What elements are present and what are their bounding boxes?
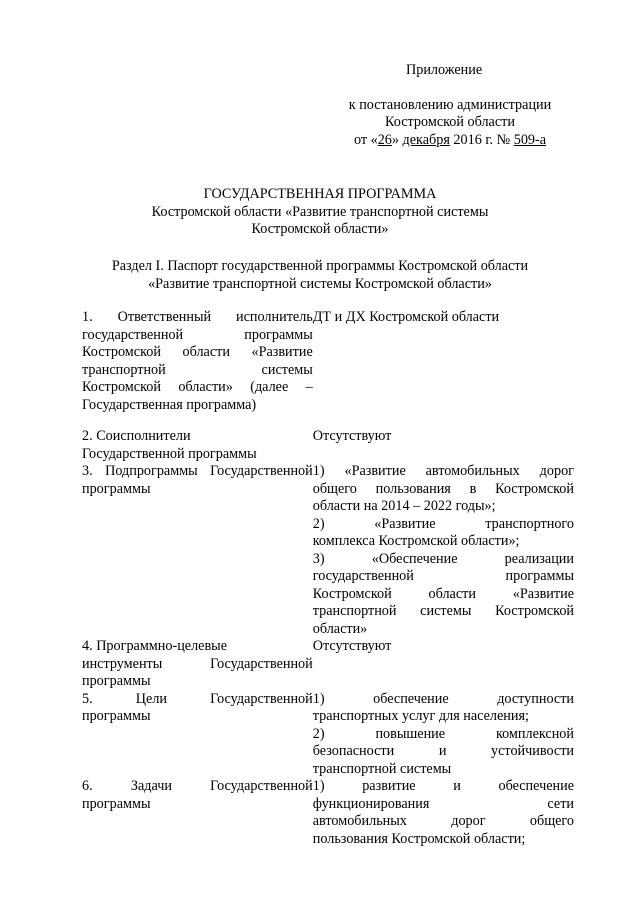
- decree-number: 509-а: [513, 131, 547, 148]
- region-name: Костромской области: [385, 114, 515, 130]
- section-heading: [80, 258, 560, 293]
- passport-row-2: [82, 428, 574, 463]
- row-label: 6. Задачи Государственной программы: [82, 778, 313, 812]
- row-label: 1. Ответственный исполнитель государственной программы Костромской области «Развитие транспортной системы Костромской области» (далее – Государственная программа): [82, 309, 313, 413]
- approval-stamp: [334, 62, 566, 149]
- row-value: ДТ и ДХ Костромской области: [312, 309, 500, 325]
- passport-row-6: [82, 778, 574, 848]
- passport-table: [82, 309, 574, 848]
- section-line-2: «Развитие транспортной системы Костромской области»: [148, 275, 492, 292]
- row-value: Отсутствуют: [312, 638, 392, 654]
- row-label: 4. Программно-целевые инструменты Государственной программы: [82, 638, 313, 689]
- decree-reference: к постановлению администрации: [348, 96, 552, 113]
- row-label: 5. Цели Государственной программы: [82, 690, 313, 724]
- section-line-1: Раздел I. Паспорт государственной программы Костромской области: [111, 258, 529, 274]
- title-line-2: Костромской области «Развитие транспортной системы: [151, 203, 489, 220]
- row-value: Отсутствуют: [312, 428, 392, 444]
- passport-row-3: [82, 463, 574, 638]
- program-title: [80, 186, 560, 239]
- decree-month: декабря: [402, 131, 450, 148]
- title-line-1: ГОСУДАРСТВЕННАЯ ПРОГРАММА: [203, 186, 437, 202]
- passport-row-4: [82, 638, 574, 691]
- passport-row-1: [82, 309, 574, 414]
- passport-row-5: [82, 691, 574, 779]
- row-label: 3. Подпрограммы Государственной программы: [82, 463, 313, 497]
- row-label: 2. Соисполнители Государственной программы: [82, 428, 257, 462]
- row-value: 1) развитие и обеспечение функционирования сети автомобильных дорог общего пользования Костромской области;: [312, 778, 574, 847]
- row-value: 1) «Развитие автомобильных дорог общего пользования в Костромской области на 2014 – 2022 годы»; 2) «Развитие транспортного комплекса Костромской области»; 3) «Обеспечение реализации государственной программы Костромской области «Развитие транспортной системы Костромской области»: [312, 463, 574, 637]
- row-value: 1) обеспечение доступности транспортных услуг для населения; 2) повышение комплексной безопасности и устойчивости транспортной системы: [312, 690, 574, 777]
- title-line-3: Костромской области»: [251, 221, 389, 237]
- decree-date-number: от «26» декабря 2016 г. № 509-а: [353, 131, 547, 148]
- decree-day: 26: [377, 131, 392, 148]
- appendix-label: Приложение: [406, 62, 483, 78]
